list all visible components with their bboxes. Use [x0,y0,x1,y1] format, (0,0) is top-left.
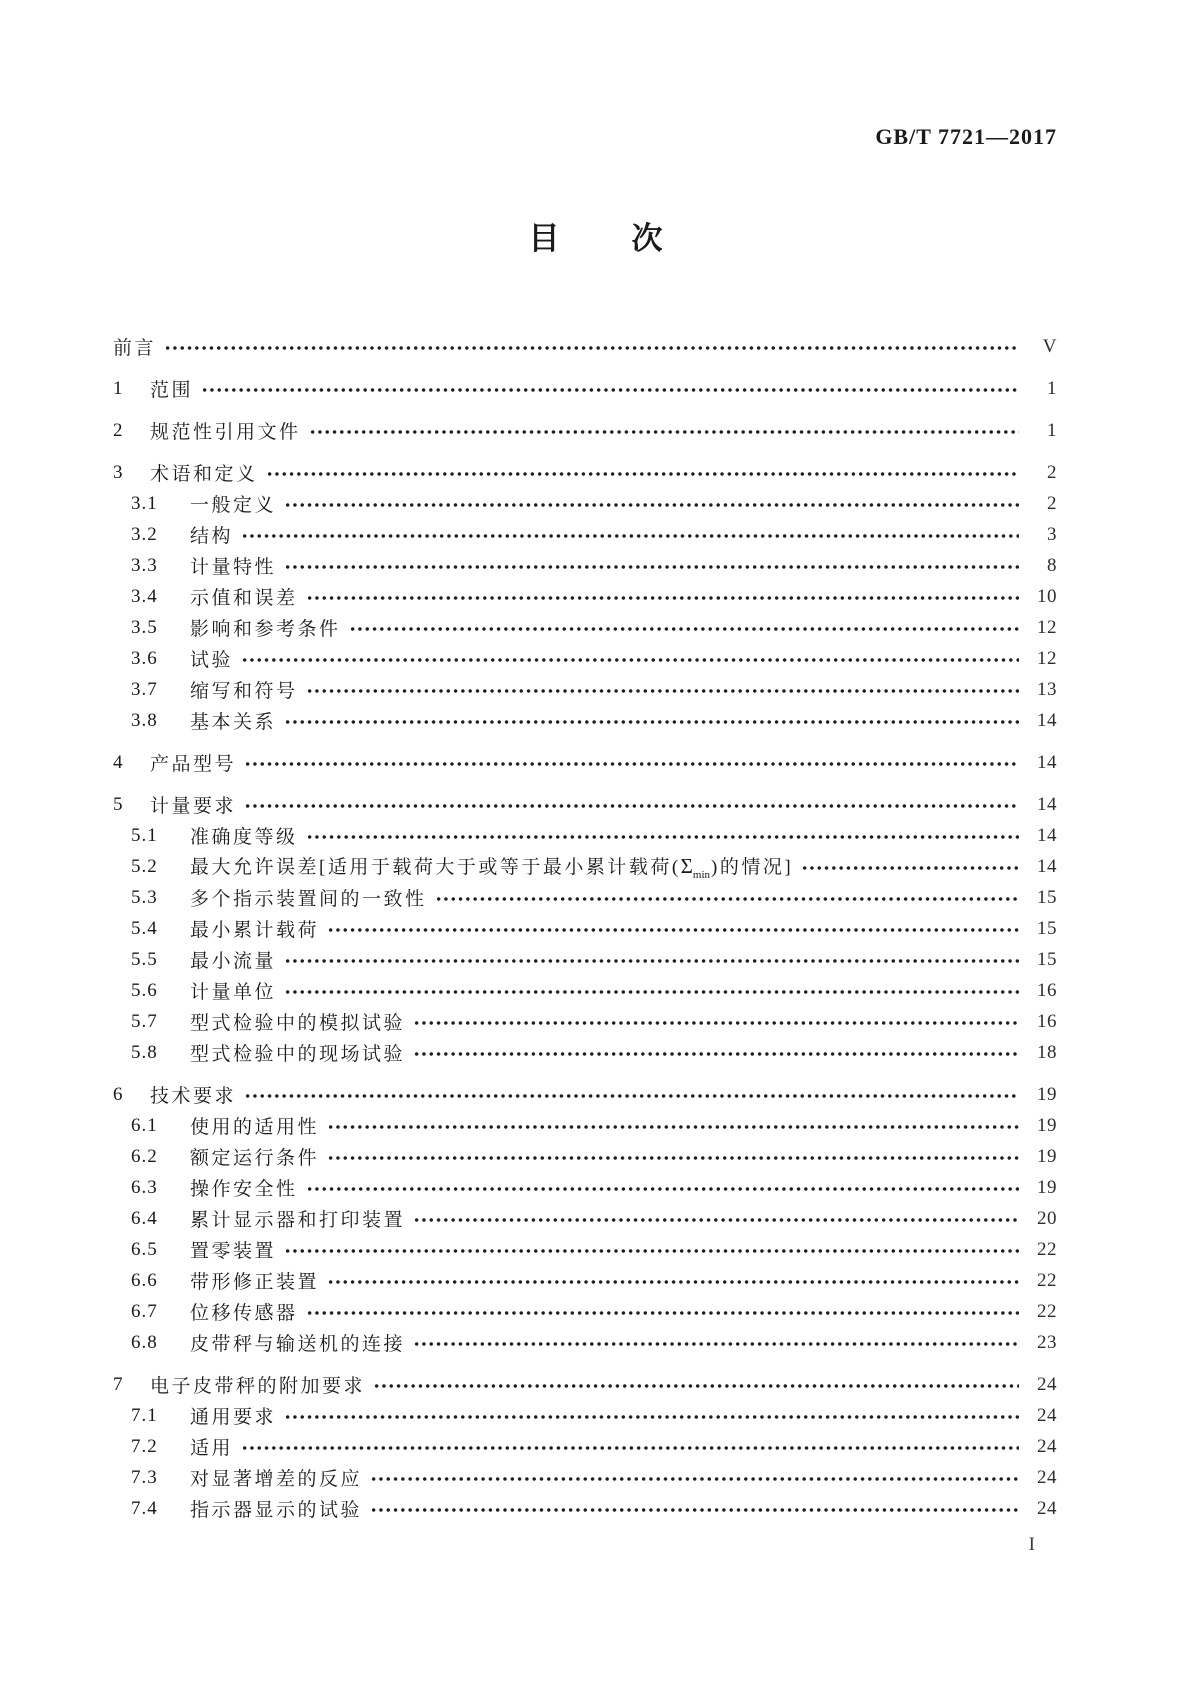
toc-entry-page: 14 [1037,751,1057,773]
toc-entry [113,488,1057,519]
page-title [0,222,1191,256]
sigma-subscript: min [692,869,711,881]
toc-entry-title: 操作安全性 [190,1179,298,1200]
toc-entry [113,1203,1057,1234]
toc-entry-page: 15 [1037,948,1057,970]
toc-entry [113,944,1057,975]
dot-leader [241,519,1019,550]
dot-leader [327,1141,1019,1172]
toc-entry-page: 19 [1037,1145,1057,1167]
toc-entry-page: 10 [1037,585,1057,607]
toc-entry [113,331,1057,362]
toc-entry-title: 最大允许误差[适用于载荷大于或等于最小累计载荷$(\Sigma_{min})$的情况] [190,854,794,881]
toc-entry-number: 5.1 [131,824,158,846]
toc-entry-page: 14 [1037,824,1057,846]
toc-entry [113,1493,1057,1524]
toc-entry [113,1265,1057,1296]
toc-entry-number: 7.4 [131,1497,158,1519]
toc-entry-number: 5.5 [131,948,158,970]
toc-entry-number: 7.2 [131,1435,158,1457]
folio-page-number: I [1028,1534,1035,1555]
toc-entry-title: 结构 [190,526,234,547]
dot-leader [244,789,1019,820]
dot-leader [241,643,1019,674]
toc-entry-page: 23 [1037,1331,1057,1353]
toc-entry-title: 最小流量 [190,951,277,972]
toc-entry-page: 24 [1037,1466,1057,1488]
toc-entry-number: 7.3 [131,1466,158,1488]
dot-leader [284,1400,1019,1431]
toc-entry-page: 2 [1047,492,1057,514]
dot-leader [801,851,1019,882]
title-char-1: 目 [528,221,560,256]
dot-leader [309,415,1019,446]
toc-entry-number: 6.5 [131,1238,158,1260]
toc-entry [113,519,1057,550]
toc-entry-title: 对显著增差的反应 [190,1469,363,1490]
toc-entry-title: 计量单位 [190,982,277,1003]
toc-entry-page: 13 [1037,678,1057,700]
toc-entry-title: 多个指示装置间的一致性 [190,889,427,910]
toc-entry-number: 3.8 [131,709,158,731]
dot-leader [306,581,1019,612]
toc-entry-page: 18 [1037,1041,1057,1063]
toc-entry [113,1400,1057,1431]
toc-entry [113,1141,1057,1172]
dot-leader [241,1431,1019,1462]
toc-entry-page: 14 [1037,709,1057,731]
toc-entry-page: 22 [1037,1238,1057,1260]
toc-entry-page: 1 [1047,377,1057,399]
dot-leader [164,331,1019,362]
toc-entry-page: 19 [1037,1114,1057,1136]
title-char-2: 次 [631,221,663,256]
toc-entry-title: 使用的适用性 [190,1117,320,1138]
toc-entry-page: 12 [1037,647,1057,669]
toc-entry-title: 额定运行条件 [190,1148,320,1169]
toc-entry-number: 3.1 [131,492,158,514]
toc-entry-page: 15 [1037,917,1057,939]
dot-leader [244,1079,1019,1110]
toc-entry-number: 6.2 [131,1145,158,1167]
dot-leader [413,1006,1019,1037]
toc-entry-number: 3.2 [131,523,158,545]
toc-entry-title: 试验 [190,650,234,671]
dot-leader [413,1037,1019,1068]
toc-entry-number: 6.3 [131,1176,158,1198]
toc-entry-number: 3.3 [131,554,158,576]
toc-entry-page: V [1042,335,1057,357]
toc-entry-page: 16 [1037,1010,1057,1032]
toc-entry-title: 产品型号 [150,754,237,775]
toc-entry [113,457,1057,488]
toc-entry [113,1327,1057,1358]
dot-leader [244,747,1019,778]
toc-entry-title: 带形修正装置 [190,1272,320,1293]
toc-entry [113,1172,1057,1203]
toc-entry-title: 型式检验中的现场试验 [190,1044,406,1065]
toc-entry [113,1079,1057,1110]
toc-entry [113,1037,1057,1068]
toc-entry [113,674,1057,705]
toc-entry-page: 24 [1037,1497,1057,1519]
toc-entry-title: 准确度等级 [190,827,298,848]
toc-entry-number: 5.3 [131,886,158,908]
toc-entry-number: 5.2 [131,855,158,877]
toc-entry [113,705,1057,736]
toc-entry-number: 5.8 [131,1041,158,1063]
toc-entry-number: 5.6 [131,979,158,1001]
toc-entry [113,975,1057,1006]
dot-leader [306,674,1019,705]
toc-entry-title: 范围 [150,380,194,401]
dot-leader [284,550,1019,581]
toc-entry-title: 累计显示器和打印装置 [190,1210,406,1231]
dot-leader [266,457,1019,488]
dot-leader [327,1265,1019,1296]
standard-number: GB/T 7721—2017 [875,124,1057,149]
toc-entry [113,612,1057,643]
toc-entry [113,1462,1057,1493]
toc-entry [113,1296,1057,1327]
dot-leader [284,488,1019,519]
toc-entry [113,1369,1057,1400]
toc-entry [113,581,1057,612]
dot-leader [413,1203,1019,1234]
toc-entry-number: 6.1 [131,1114,158,1136]
table-of-contents [113,331,1057,1524]
toc-entry-page: 24 [1037,1373,1057,1395]
toc-entry-title: 规范性引用文件 [150,422,301,443]
toc-entry-number: 3.4 [131,585,158,607]
toc-entry-page: 1 [1047,419,1057,441]
toc-entry-page: 24 [1037,1435,1057,1457]
toc-entry-number: 6.7 [131,1300,158,1322]
toc-entry-number: 7 [113,1373,124,1395]
toc-entry-page: 22 [1037,1269,1057,1291]
toc-entry-page: 3 [1047,523,1057,545]
toc-entry-title: 电子皮带秤的附加要求 [150,1376,366,1397]
toc-entry-number: 6.4 [131,1207,158,1229]
toc-entry-page: 19 [1037,1083,1057,1105]
toc-entry-title: 影响和参考条件 [190,619,341,640]
dot-leader [284,1234,1019,1265]
toc-entry-title: 技术要求 [150,1086,237,1107]
toc-entry [113,1110,1057,1141]
dot-leader [370,1493,1019,1524]
toc-entry-page: 14 [1037,855,1057,877]
dot-leader [349,612,1019,643]
toc-entry-number: 3 [113,461,124,483]
toc-entry-title: 最小累计载荷 [190,920,320,941]
toc-entry-number: 6.8 [131,1331,158,1353]
toc-entry-number: 3.5 [131,616,158,638]
toc-entry-title: 基本关系 [190,712,277,733]
toc-entry-title: 皮带秤与输送机的连接 [190,1334,406,1355]
dot-leader [306,1296,1019,1327]
toc-entry [113,913,1057,944]
toc-entry-number: 1 [113,377,124,399]
toc-entry-title: 前言 [113,338,157,359]
toc-entry-number: 3.7 [131,678,158,700]
toc-entry-number: 5.4 [131,917,158,939]
toc-entry-page: 2 [1047,461,1057,483]
dot-leader [413,1327,1019,1358]
toc-entry-page: 15 [1037,886,1057,908]
sigma-symbol: Σ [680,854,693,878]
toc-entry-title: 适用 [190,1438,234,1459]
toc-entry-title: 指示器显示的试验 [190,1500,363,1521]
toc-entry-page: 16 [1037,979,1057,1001]
toc-entry-title: 缩写和符号 [190,681,298,702]
toc-entry-number: 5 [113,793,124,815]
toc-entry-title: 示值和误差 [190,588,298,609]
dot-leader [284,705,1019,736]
toc-entry-page: 14 [1037,793,1057,815]
toc-entry-title: 型式检验中的模拟试验 [190,1013,406,1034]
toc-entry-page: 12 [1037,616,1057,638]
toc-entry-title: 位移传感器 [190,1303,298,1324]
dot-leader [284,975,1019,1006]
toc-entry-title: 置零装置 [190,1241,277,1262]
dot-leader [284,944,1019,975]
toc-entry-title: 术语和定义 [150,464,258,485]
toc-entry-page: 22 [1037,1300,1057,1322]
toc-entry [113,643,1057,674]
toc-entry-page: 20 [1037,1207,1057,1229]
toc-entry [113,882,1057,913]
toc-entry [113,1431,1057,1462]
toc-entry-number: 6.6 [131,1269,158,1291]
toc-entry-number: 6 [113,1083,124,1105]
toc-entry [113,415,1057,446]
toc-entry [113,373,1057,404]
toc-entry [113,550,1057,581]
toc-entry-number: 3.6 [131,647,158,669]
toc-entry-title: 计量特性 [190,557,277,578]
dot-leader [327,1110,1019,1141]
toc-entry-number: 2 [113,419,124,441]
toc-entry [113,820,1057,851]
dot-leader [327,913,1019,944]
toc-entry-number: 4 [113,751,124,773]
toc-entry [113,789,1057,820]
toc-entry [113,1234,1057,1265]
toc-entry [113,747,1057,778]
dot-leader [201,373,1019,404]
dot-leader [373,1369,1019,1400]
dot-leader [306,1172,1019,1203]
toc-entry [113,1006,1057,1037]
toc-entry-page: 8 [1047,554,1057,576]
dot-leader [435,882,1019,913]
toc-entry-page: 19 [1037,1176,1057,1198]
toc-entry-number: 7.1 [131,1404,158,1426]
toc-entry-number: 5.7 [131,1010,158,1032]
toc-entry-title: 一般定义 [190,495,277,516]
dot-leader [306,820,1019,851]
toc-entry-title: 计量要求 [150,796,237,817]
toc-entry-title: 通用要求 [190,1407,277,1428]
toc-entry [113,851,1057,882]
dot-leader [370,1462,1019,1493]
toc-entry-page: 24 [1037,1404,1057,1426]
